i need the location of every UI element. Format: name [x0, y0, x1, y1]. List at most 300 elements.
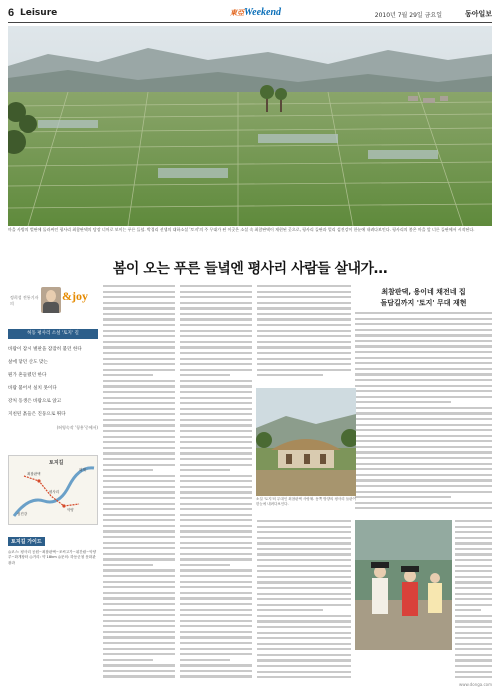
- route-map: [8, 455, 98, 525]
- route-text: ◎코스: 평사리 공원~최참판댁~조씨고가~취간림~악양루~화개장터 ◎거리: 약 18km ◎문의: 하동군청 문화관광과: [8, 550, 97, 565]
- text-line: [180, 581, 252, 583]
- text-line: [103, 542, 175, 544]
- text-line: [180, 296, 252, 298]
- text-line: [257, 526, 351, 528]
- page-header: [8, 7, 492, 23]
- text-line: [355, 318, 492, 320]
- text-line: [455, 565, 492, 567]
- body-column-2: [180, 285, 252, 685]
- text-line: [180, 385, 252, 387]
- text-lines: [455, 520, 492, 678]
- text-line: [257, 632, 351, 634]
- text-line: [180, 402, 252, 404]
- text-line: [257, 296, 351, 298]
- body-column-3b: [257, 520, 351, 685]
- text-line: [257, 307, 351, 309]
- text-line: [455, 632, 492, 634]
- text-line: [103, 324, 175, 326]
- publish-date: 2010년 7월 29일 금요일: [374, 12, 442, 19]
- text-line: [180, 659, 230, 661]
- text-line: [103, 614, 175, 616]
- text-line: [180, 374, 230, 376]
- text-line: [103, 675, 175, 677]
- text-line: [455, 615, 492, 617]
- text-line: [355, 407, 492, 409]
- text-line: [180, 291, 252, 293]
- text-line: [180, 636, 252, 638]
- text-line: [355, 329, 492, 331]
- text-line: [180, 369, 252, 371]
- text-line: [455, 659, 492, 661]
- text-line: [180, 553, 252, 555]
- text-line: [355, 435, 492, 437]
- footer-url: www.donga.com: [458, 682, 492, 687]
- paper-name: 동아일보: [464, 10, 492, 18]
- text-line: [103, 659, 153, 661]
- text-line: [103, 609, 175, 611]
- text-line: [455, 676, 492, 678]
- text-line: [257, 318, 351, 320]
- text-line: [455, 654, 492, 656]
- text-line: [103, 452, 175, 454]
- text-line: [257, 665, 351, 667]
- sub-headline: 최참판댁, 용이네 채전네 집 돌담길까지 '토지' 무대 재현: [380, 288, 467, 307]
- text-line: [180, 302, 252, 304]
- text-line: [180, 586, 252, 588]
- text-line: [103, 469, 153, 471]
- text-line: [103, 464, 175, 466]
- text-line: [103, 441, 175, 443]
- text-line: [103, 653, 175, 655]
- text-line: [103, 586, 175, 588]
- text-line: [180, 452, 252, 454]
- text-line: [257, 671, 351, 673]
- text-line: [455, 576, 492, 578]
- text-line: [103, 330, 175, 332]
- text-line: [180, 525, 252, 527]
- text-line: [180, 530, 252, 532]
- text-line: [355, 491, 492, 493]
- text-line: [180, 597, 252, 599]
- text-line: [180, 307, 252, 309]
- text-line: [180, 620, 252, 622]
- text-line: [103, 664, 175, 666]
- text-line: [455, 604, 492, 606]
- text-line: [103, 352, 175, 354]
- text-line: [103, 497, 175, 499]
- text-line: [355, 496, 451, 498]
- poem-line: 뭔가 흔들렸던 한다: [8, 373, 47, 378]
- text-line: [180, 408, 252, 410]
- text-line: [257, 615, 351, 617]
- text-line: [180, 625, 252, 627]
- text-line: [257, 643, 351, 645]
- text-line: [103, 503, 175, 505]
- text-line: [103, 302, 175, 304]
- text-line: [455, 526, 492, 528]
- text-line: [103, 397, 175, 399]
- text-line: [180, 569, 252, 571]
- text-line: [355, 451, 492, 453]
- text-line: [355, 379, 492, 381]
- text-line: [257, 581, 351, 583]
- map-label: 평사리: [49, 490, 60, 494]
- text-line: [103, 480, 175, 482]
- text-line: [355, 457, 492, 459]
- text-line: [257, 659, 351, 661]
- text-line: [180, 670, 252, 672]
- poem-line: 바람이 잠시 벌판을 잠잠히 불던 한다: [8, 347, 82, 352]
- article-headline: 봄이 오는 푸른 들녘엔 평사리 사람들 살내가…: [112, 261, 388, 277]
- text-line: [257, 330, 351, 332]
- text-line: [180, 335, 252, 337]
- text-line: [257, 369, 351, 371]
- text-line: [180, 330, 252, 332]
- text-line: [103, 313, 175, 315]
- text-line: [103, 625, 175, 627]
- text-line: [355, 373, 492, 375]
- text-line: [103, 642, 175, 644]
- text-line: [455, 648, 492, 650]
- text-line: [455, 626, 492, 628]
- text-line: [103, 508, 175, 510]
- text-line: [103, 536, 175, 538]
- text-line: [355, 479, 492, 481]
- text-line: [257, 593, 351, 595]
- text-line: [257, 626, 351, 628]
- text-line: [257, 609, 323, 611]
- text-line: [180, 447, 252, 449]
- text-line: [180, 436, 252, 438]
- text-lines: [257, 285, 351, 376]
- text-line: [180, 592, 252, 594]
- text-line: [355, 362, 492, 364]
- text-line: [103, 358, 175, 360]
- text-line: [103, 486, 175, 488]
- text-line: [355, 485, 492, 487]
- text-line: [180, 675, 252, 677]
- text-line: [355, 424, 492, 426]
- text-line: [257, 313, 351, 315]
- text-line: [257, 537, 351, 539]
- text-line: [103, 575, 175, 577]
- text-line: [103, 385, 175, 387]
- text-line: [103, 564, 153, 566]
- text-line: [355, 385, 492, 387]
- text-lines: [257, 520, 351, 678]
- text-line: [180, 464, 252, 466]
- text-line: [180, 536, 252, 538]
- text-line: [103, 413, 175, 415]
- column-title-bar: 허동 평사리 소설 '토지' 길: [8, 329, 98, 339]
- text-line: [455, 637, 492, 639]
- text-line: [180, 486, 252, 488]
- text-line: [257, 565, 351, 567]
- text-line: [257, 576, 351, 578]
- poem-source: (허영숙작 '청흥'중에서): [56, 425, 98, 430]
- map-title: 토지길: [49, 460, 64, 466]
- text-line: [180, 430, 252, 432]
- text-line: [103, 569, 175, 571]
- text-line: [257, 553, 351, 555]
- text-line: [455, 620, 492, 622]
- text-line: [180, 542, 252, 544]
- text-line: [103, 636, 175, 638]
- text-line: [355, 390, 492, 392]
- text-line: [103, 291, 175, 293]
- body-column-4: [355, 312, 492, 517]
- text-line: [103, 558, 175, 560]
- text-line: [455, 559, 492, 561]
- text-line: [180, 419, 252, 421]
- text-line: [180, 318, 252, 320]
- text-line: [355, 340, 492, 342]
- poem-line: 강처 동생은 바람으로 앉고: [8, 399, 62, 404]
- text-line: [180, 653, 252, 655]
- route-guide: [8, 528, 98, 566]
- text-line: [180, 575, 252, 577]
- text-line: [355, 323, 492, 325]
- hero-caption: 마을 사방의 벌판에 둘러싸인 평사리 최참판댁의 담장 너머로 보이는 푸른 들녘. 박경리 선생의 대하소설 '토지'의 주 무대가 된 이곳은 소설 속 최참판댁이 재현된 곳으로, 평사리 들판과 멀리 섬진강이 한눈에 내려다보인다. 평사리의 봄은 마을 앞 너른 들판에서 시작된다.: [8, 227, 475, 232]
- text-line: [180, 397, 252, 399]
- text-line: [257, 358, 351, 360]
- text-line: [257, 285, 351, 287]
- text-line: [455, 593, 492, 595]
- text-line: [103, 491, 175, 493]
- hero-photo: [8, 26, 492, 226]
- text-line: [257, 620, 351, 622]
- text-line: [103, 335, 175, 337]
- text-line: [180, 475, 252, 477]
- text-line: [180, 497, 252, 499]
- text-line: [103, 369, 175, 371]
- text-line: [180, 491, 252, 493]
- text-line: [455, 643, 492, 645]
- text-line: [103, 341, 175, 343]
- author-box: [8, 285, 98, 327]
- text-line: [355, 429, 492, 431]
- text-line: [103, 648, 175, 650]
- text-line: [180, 648, 252, 650]
- text-line: [180, 614, 252, 616]
- text-line: [257, 570, 351, 572]
- house-photo: [256, 388, 356, 496]
- text-line: [103, 419, 175, 421]
- text-line: [257, 676, 351, 678]
- text-line: [455, 531, 492, 533]
- text-line: [355, 474, 492, 476]
- text-line: [355, 312, 492, 314]
- text-line: [180, 603, 252, 605]
- text-line: [257, 363, 351, 365]
- poem: [8, 345, 98, 432]
- text-line: [257, 335, 351, 337]
- text-line: [180, 363, 252, 365]
- text-line: [257, 604, 351, 606]
- text-line: [180, 564, 230, 566]
- text-line: [103, 447, 175, 449]
- text-line: [455, 587, 492, 589]
- text-line: [180, 503, 252, 505]
- text-line: [455, 570, 492, 572]
- text-line: [103, 530, 175, 532]
- poem-line: 바람 불어서 실치 못이다: [8, 386, 57, 391]
- text-line: [103, 363, 175, 365]
- text-line: [103, 430, 175, 432]
- text-lines: [355, 312, 492, 509]
- text-line: [355, 396, 492, 398]
- text-line: [257, 648, 351, 650]
- text-line: [180, 352, 252, 354]
- text-line: [103, 475, 175, 477]
- text-line: [103, 458, 175, 460]
- text-line: [355, 440, 492, 442]
- text-line: [355, 351, 492, 353]
- text-line: [455, 671, 492, 673]
- text-line: [257, 520, 351, 522]
- text-line: [355, 446, 492, 448]
- text-line: [180, 391, 252, 393]
- body-column-1: [103, 285, 175, 685]
- text-line: [103, 597, 175, 599]
- map-label: 최참판댁: [27, 472, 41, 476]
- text-line: [257, 291, 351, 293]
- body-column-3: [257, 285, 351, 383]
- text-line: [103, 603, 175, 605]
- text-line: [180, 609, 252, 611]
- text-line: [180, 642, 252, 644]
- text-line: [103, 374, 153, 376]
- text-line: [180, 424, 252, 426]
- poem-line: 살에 닿던 산도 맞는: [8, 360, 48, 365]
- text-line: [257, 341, 351, 343]
- text-line: [355, 463, 492, 465]
- text-line: [103, 380, 175, 382]
- author-photo: [41, 287, 61, 313]
- text-line: [257, 324, 351, 326]
- ceremony-photo: [355, 520, 452, 650]
- text-line: [103, 318, 175, 320]
- text-line: [455, 665, 492, 667]
- text-line: [455, 537, 492, 539]
- text-line: [180, 547, 252, 549]
- text-line: [257, 542, 351, 544]
- text-line: [355, 345, 492, 347]
- text-lines: [103, 285, 175, 678]
- text-line: [257, 654, 351, 656]
- text-line: [103, 592, 175, 594]
- text-line: [455, 609, 481, 611]
- text-line: [455, 581, 492, 583]
- text-line: [355, 357, 492, 359]
- text-line: [257, 598, 351, 600]
- text-line: [103, 346, 175, 348]
- text-line: [355, 418, 492, 420]
- route-title: 토지길 가이드: [8, 537, 45, 546]
- text-line: [257, 346, 351, 348]
- text-line: [103, 547, 175, 549]
- text-line: [103, 285, 175, 287]
- section-label: Leisure: [20, 8, 58, 18]
- text-line: [180, 664, 252, 666]
- text-line: [180, 558, 252, 560]
- text-line: [455, 598, 492, 600]
- text-line: [103, 553, 175, 555]
- text-line: [180, 285, 252, 287]
- text-line: [257, 302, 351, 304]
- text-line: [180, 380, 252, 382]
- text-line: [257, 548, 351, 550]
- joy-logo: &joy: [62, 289, 88, 303]
- text-line: [355, 368, 492, 370]
- text-line: [180, 631, 252, 633]
- text-line: [257, 559, 351, 561]
- text-line: [455, 542, 492, 544]
- text-line: [103, 391, 175, 393]
- text-line: [257, 637, 351, 639]
- brand-logo: 東亞Weekend: [230, 7, 282, 18]
- text-line: [103, 670, 175, 672]
- text-line: [103, 631, 175, 633]
- text-line: [180, 480, 252, 482]
- text-line: [103, 620, 175, 622]
- text-line: [103, 519, 175, 521]
- text-line: [257, 531, 351, 533]
- text-line: [180, 469, 230, 471]
- text-line: [103, 424, 175, 426]
- map-label: 화개: [79, 468, 86, 472]
- text-line: [180, 458, 252, 460]
- text-line: [103, 307, 175, 309]
- text-line: [103, 296, 175, 298]
- map-label: 악양: [67, 508, 74, 512]
- text-line: [180, 341, 252, 343]
- text-line: [180, 519, 252, 521]
- text-line: [180, 346, 252, 348]
- text-line: [355, 468, 492, 470]
- text-line: [455, 553, 492, 555]
- text-line: [103, 525, 175, 527]
- text-line: [103, 581, 175, 583]
- text-line: [355, 502, 492, 504]
- text-line: [103, 514, 175, 516]
- text-line: [355, 412, 492, 414]
- text-line: [180, 324, 252, 326]
- text-line: [180, 313, 252, 315]
- text-line: [180, 413, 252, 415]
- text-line: [103, 408, 175, 410]
- text-line: [355, 334, 492, 336]
- author-label: 정희성 전통기자의: [10, 295, 39, 306]
- house-caption: 소설 '토지'의 무대인 최참판댁 사랑채. 동쪽 방향의 평사리 들판이 한눈에 내려다보인다.: [256, 497, 356, 506]
- text-line: [180, 514, 252, 516]
- text-line: [180, 508, 252, 510]
- body-column-5: [455, 520, 492, 685]
- text-line: [257, 374, 323, 376]
- text-lines: [180, 285, 252, 678]
- page-number: 6: [8, 7, 15, 19]
- left-sidebar: [8, 285, 98, 432]
- text-line: [455, 548, 492, 550]
- text-line: [455, 520, 492, 522]
- text-line: [355, 401, 451, 403]
- text-line: [180, 358, 252, 360]
- text-line: [257, 587, 351, 589]
- text-line: [355, 507, 492, 509]
- text-line: [103, 436, 175, 438]
- text-line: [257, 352, 351, 354]
- map-label: 섬진강: [17, 512, 28, 516]
